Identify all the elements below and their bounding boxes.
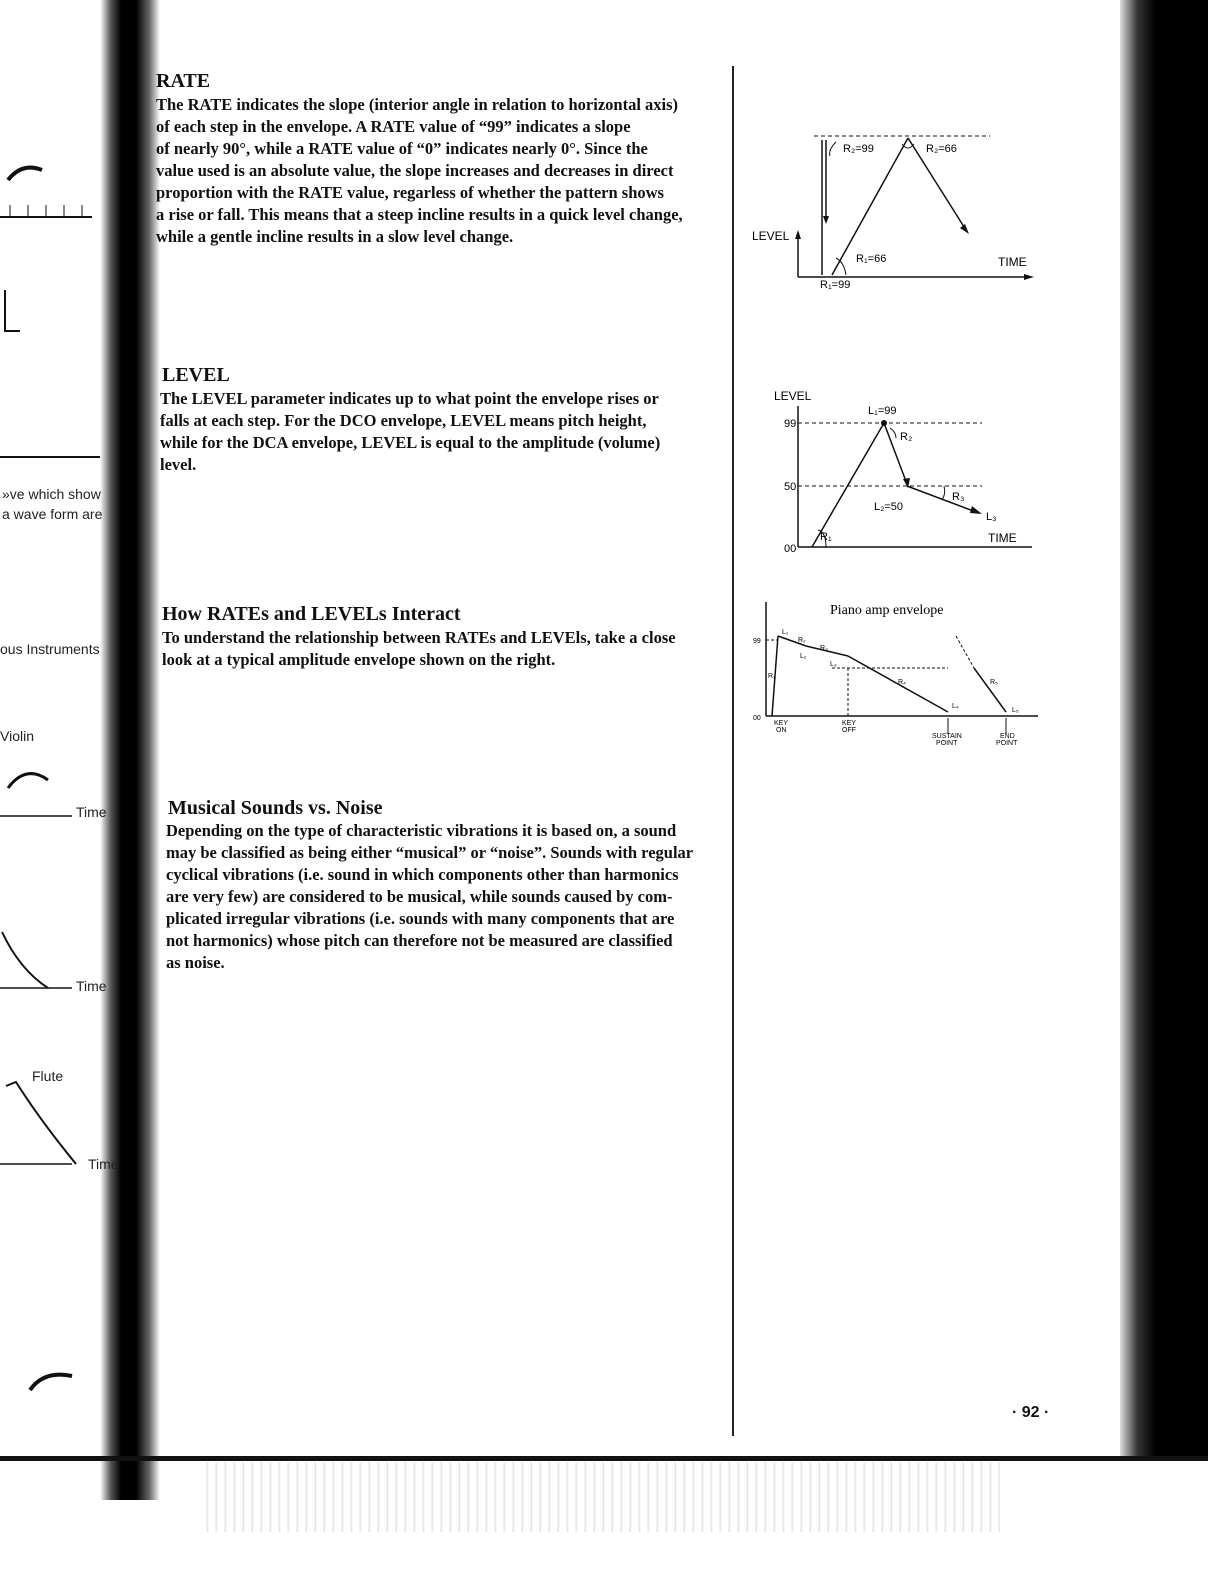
text-line: plicated irregular vibrations (i.e. sounds with many components that are (166, 909, 675, 928)
text-line: level. (160, 455, 197, 474)
wave-sketch (0, 1080, 100, 1170)
left-text-fragment: »ve which show (2, 486, 101, 502)
level-diagram (750, 382, 1050, 567)
angle-arc (942, 486, 945, 500)
text-line: of each step in the envelope. A RATE value of “99” indicates a slope (156, 117, 631, 136)
r1-66-label: R₁=66 (856, 253, 887, 265)
time-label: Time (76, 804, 107, 820)
l1-label: L₁ (782, 629, 789, 636)
time-label: TIME (998, 255, 1027, 269)
env-r5 (974, 668, 1006, 712)
r2-66-arrow (960, 224, 969, 234)
text-line: while for the DCA envelope, LEVEL is equal to the amplitude (volume) (160, 433, 661, 452)
text-line: The RATE indicates the slope (interior angle in relation to horizontal axis) (156, 95, 679, 114)
hole-punch-mark (28, 1368, 78, 1398)
piano-envelope-diagram (748, 596, 1048, 761)
ruler-fragment-2 (0, 440, 100, 458)
text-line: value used is an absolute value, the slope increases and decreases in direct (156, 161, 674, 180)
rate-heading: RATE (156, 70, 211, 92)
scan-noise (200, 1462, 1000, 1532)
text-line: may be classified as being either “musical” or “noise”. Sounds with regular (166, 843, 694, 862)
level-paragraph (160, 388, 730, 476)
text-line: Depending on the type of characteristic vibrations it is based on, a sound (166, 821, 677, 840)
time-axis-arrow (1024, 274, 1034, 280)
tick-00: 00 (784, 543, 797, 555)
musical-term: musical, (407, 887, 466, 906)
l3-label: L₃ (986, 511, 997, 523)
tick-99: 99 (784, 418, 797, 430)
level-axis-arrow (795, 230, 801, 239)
key-on-label: ON (776, 727, 787, 734)
text-run: as (166, 953, 185, 972)
r4-label: R₄ (898, 679, 906, 686)
text-line (166, 886, 731, 908)
key-on-label: KEY (774, 720, 789, 727)
bracket-mark (4, 290, 20, 332)
text-line (166, 952, 731, 974)
l2-label: L₂=50 (874, 501, 904, 513)
angle-arc (830, 142, 836, 156)
r2-label: R₂ (798, 637, 806, 644)
l1-label: L₁=99 (868, 405, 897, 417)
left-text-fragment: ous Instruments (0, 641, 100, 657)
rate-paragraph (156, 94, 726, 248)
text-line: cyclical vibrations (i.e. sound in which components other than harmonics (166, 865, 679, 884)
text-line: look at a typical amplitude envelope shown on the right. (162, 650, 556, 669)
flute-label: Flute (32, 1068, 64, 1084)
musical-paragraph (166, 820, 731, 974)
end-label: END (1000, 733, 1015, 740)
key-off-label: KEY (842, 720, 857, 727)
tick-50: 50 (784, 481, 797, 493)
level-label: LEVEL (774, 389, 812, 403)
level-heading: LEVEL (162, 364, 230, 386)
key-off-label: OFF (842, 727, 856, 734)
l2-label: L₂ (800, 653, 807, 660)
diagram-title: Piano amp envelope (830, 603, 944, 618)
sustain-label: POINT (936, 740, 958, 747)
r1-segment (812, 423, 884, 547)
musical-heading: Musical Sounds vs. Noise (168, 797, 383, 819)
r3-arrow (970, 506, 982, 514)
rate-diagram (740, 120, 1040, 300)
left-text-fragment: Violin (0, 728, 34, 744)
r1-label: R₁ (768, 673, 776, 680)
right-page-edge (1120, 0, 1208, 1460)
bottom-edge (0, 1456, 1208, 1461)
angle-arc (890, 428, 896, 438)
r1-label: R₁ (820, 531, 832, 543)
r3-label: R₃ (952, 491, 965, 503)
text-line: To understand the relationship between RATEs and LEVEls, take a close (162, 628, 676, 647)
text-line: The LEVEL parameter indicates up to what point the envelope rises or (160, 389, 659, 408)
r2-66-label: R₂=66 (926, 143, 957, 155)
text-line: of nearly 90°, while a RATE value of “0” indicates nearly 0°. Since the (156, 139, 648, 158)
r1-99-label: R₁=99 (820, 279, 851, 291)
r2-99-label: R₂=99 (843, 143, 874, 155)
sustain-label: SUSTAIN (932, 733, 962, 740)
tick-99: 99 (753, 638, 761, 645)
text-run: while sounds caused by com- (465, 887, 673, 906)
r2-label: R₂ (900, 431, 913, 443)
text-line: not harmonics) whose pitch can therefore not be measured are classified (166, 931, 673, 950)
env-r5-dashed (956, 636, 974, 668)
l4-label: L₄ (952, 703, 959, 710)
end-label: POINT (996, 740, 1018, 747)
noise-term: noise. (184, 953, 225, 972)
left-text-fragment: a wave form are (2, 506, 103, 522)
binding-shadow (100, 0, 160, 1500)
column-divider (732, 66, 734, 1436)
time-label: Time (76, 978, 107, 994)
text-run: are very few) are considered to be (166, 887, 408, 906)
l3-label: L₃ (830, 661, 837, 668)
text-line: falls at each step. For the DCO envelope, LEVEL means pitch height, (160, 411, 647, 430)
interact-heading: How RATEs and LEVELs Interact (162, 603, 461, 625)
r5-label: R₅ (990, 679, 998, 686)
ruler-fragment (0, 150, 100, 240)
r3-label: R₃ (820, 645, 828, 652)
r3-segment (907, 486, 976, 512)
time-label: Time (88, 1156, 119, 1172)
text-line: a rise or fall. This means that a steep incline results in a quick level change, (156, 205, 683, 224)
time-label: TIME (988, 531, 1017, 545)
interact-paragraph (162, 627, 732, 671)
r2-99-arrow (823, 216, 829, 224)
level-label: LEVEL (752, 229, 790, 243)
l5-label: L₅ (1012, 707, 1019, 714)
text-line: while a gentle incline results in a slow level change. (156, 227, 514, 246)
page-number: · 92 · (1012, 1404, 1050, 1421)
text-line: proportion with the RATE value, regarless of whether the pattern shows (156, 183, 664, 202)
tick-00: 00 (753, 715, 761, 722)
